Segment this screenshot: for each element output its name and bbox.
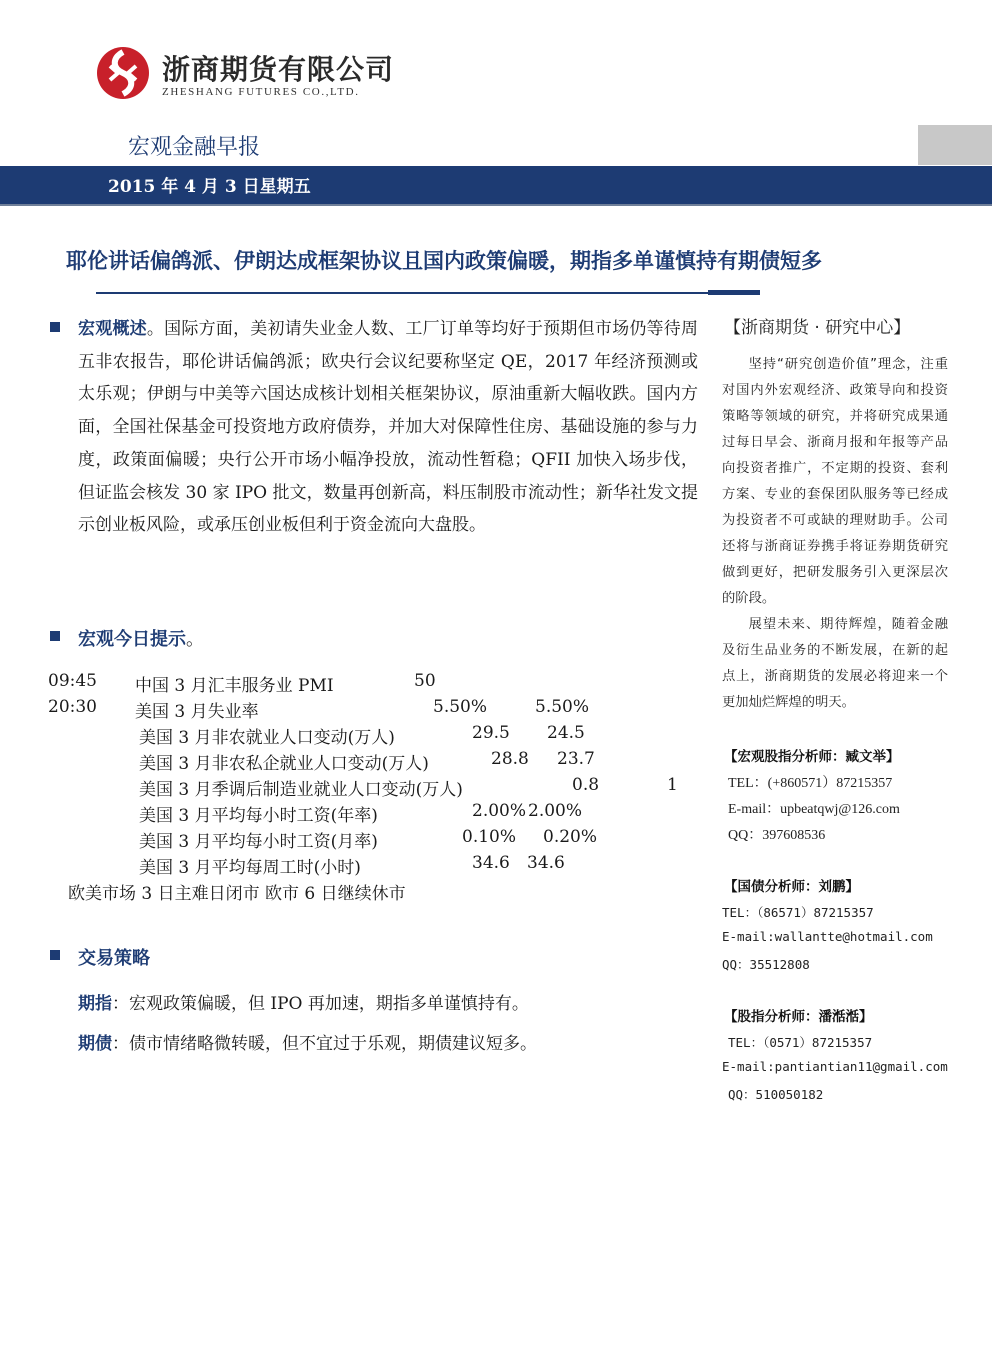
calendar-item: 美国 3 月平均每小时工资(年率) xyxy=(139,806,378,826)
company-name-cn: 浙商期货有限公司 xyxy=(162,53,395,86)
calendar-value: 2.00% xyxy=(472,801,527,821)
company-logo-icon xyxy=(96,46,150,100)
macro-overview xyxy=(78,313,698,542)
analyst-email[interactable]: E-mail:wallantte@hotmail.com xyxy=(722,929,933,944)
calendar-time: 20:30 xyxy=(48,697,97,717)
company-name-en: ZHESHANG FUTURES CO.,LTD. xyxy=(162,86,360,98)
headline-rule-accent xyxy=(708,290,760,295)
analyst-tel: TEL：(+860571）87215357 xyxy=(728,776,893,791)
calendar-value: 0.8 xyxy=(572,775,600,795)
strategy-title: 交易策略 xyxy=(78,948,150,969)
calendar-title: 宏观今日提示。 xyxy=(78,629,204,650)
analyst-qq: QQ：397608536 xyxy=(728,828,826,843)
calendar-value: 28.8 xyxy=(491,749,529,769)
report-type: 宏观金融早报 xyxy=(128,135,261,160)
calendar-time: 09:45 xyxy=(48,671,97,691)
calendar-item: 美国 3 月平均每周工时(小时) xyxy=(139,858,361,878)
analyst-title: 【国债分析师：刘鹏】 xyxy=(724,879,859,895)
overview-body: 。国际方面，美初请失业金人数、工厂订单等均好于预期但市场仍等待周五非农报告，耶伦讲话偏鸽派；欧央行会议纪要称坚定 QE，2017 年经济预测或太乐观；伊朗与中美等六国达成核计划相关框架协议，原油重新大幅收跌。国内方面，全国社保基金可投资地方政府债券，并加大对保障性住房、基础设施的参与力度，政策面偏暖；央行公开市场小幅净投放，流动性暂稳；QFII 加快入场步伐，但证监会核发 30 家 IPO 批文，数量再创新高，料压制股市流动性；新华社发文提示创业板风险，或承压创业板但利于资金流向大盘股。 xyxy=(78,319,699,536)
calendar-value: 23.7 xyxy=(557,749,595,769)
calendar-note: 欧美市场 3 日主难日闭市 欧市 6 日继续休市 xyxy=(68,884,406,904)
analyst-tel: TEL：（0571）87215357 xyxy=(728,1035,873,1050)
calendar-value: 50 xyxy=(414,671,436,691)
analyst-email[interactable]: E-mail:pantiantian11@gmail.com xyxy=(722,1059,948,1074)
headline: 耶伦讲话偏鸽派、伊朗达成框架协议且国内政策偏暖，期指多单谨慎持有期债短多 xyxy=(66,249,822,273)
report-date: 2015 年 4 月 3 日星期五 xyxy=(108,177,311,197)
calendar-value: 29.5 xyxy=(472,723,510,743)
analyst-title: 【宏观股指分析师：臧文举】 xyxy=(724,749,900,765)
overview-lead: 宏观概述 xyxy=(78,319,147,339)
analyst-tel: TEL：（86571）87215357 xyxy=(722,905,874,920)
calendar-value: 34.6 xyxy=(527,853,565,873)
calendar-item: 中国 3 月汇丰服务业 PMI xyxy=(135,676,334,696)
calendar-value: 1 xyxy=(667,775,678,795)
strategy-item-bond-futures: 期债：债市情绪略微转暖，但不宜过于乐观，期债建议短多。 xyxy=(78,1034,537,1054)
calendar-item: 美国 3 月失业率 xyxy=(135,702,259,722)
sidebar-title: 【浙商期货 · 研究中心】 xyxy=(724,318,911,338)
analyst-title: 【股指分析师：潘湉湉】 xyxy=(724,1009,873,1025)
calendar-value: 2.00% xyxy=(528,801,583,821)
analyst-qq: QQ：510050182 xyxy=(728,1087,824,1102)
calendar-item: 美国 3 月非农就业人口变动(万人) xyxy=(139,728,395,748)
calendar-item: 美国 3 月季调后制造业就业人口变动(万人) xyxy=(139,780,463,800)
header-decor-box xyxy=(918,125,992,165)
bullet-icon xyxy=(50,631,60,641)
analyst-qq: QQ：35512808 xyxy=(722,957,810,972)
bullet-icon xyxy=(50,322,60,332)
calendar-value: 24.5 xyxy=(547,723,585,743)
calendar-item: 美国 3 月非农私企就业人口变动(万人) xyxy=(139,754,429,774)
bullet-icon xyxy=(50,950,60,960)
calendar-value: 0.10% xyxy=(462,827,517,847)
headline-rule xyxy=(96,292,708,294)
sidebar-intro: 坚持“研究创造价值”理念，注重对国内外宏观经济、政策导向和投资策略等领域的研究，并将研究成果通过每日早会、浙商月报和年报等产品向投资者推广，不定期的投资、套利方案、专业的套保团队服务等已经成为投资者不可或缺的理财助手。公司还将与浙商证券携手将证券期货研究做到更好，把研发服务引入更深层次的阶段。 xyxy=(722,357,948,606)
calendar-value: 5.50% xyxy=(433,697,488,717)
calendar-value: 5.50% xyxy=(535,697,590,717)
date-band-rule xyxy=(0,204,992,206)
strategy-item-index-futures: 期指：宏观政策偏暖，但 IPO 再加速，期指多单谨慎持有。 xyxy=(78,994,529,1014)
calendar-value: 0.20% xyxy=(543,827,598,847)
calendar-value: 34.6 xyxy=(472,853,510,873)
calendar-item: 美国 3 月平均每小时工资(月率) xyxy=(139,832,378,852)
sidebar-outlook: 展望未来、期待辉煌，随着金融及衍生品业务的不断发展，在新的起点上，浙商期货的发展必将迎来一个更加灿烂辉煌的明天。 xyxy=(722,617,948,710)
analyst-email[interactable]: E-mail：upbeatqwj@126.com xyxy=(728,802,900,817)
